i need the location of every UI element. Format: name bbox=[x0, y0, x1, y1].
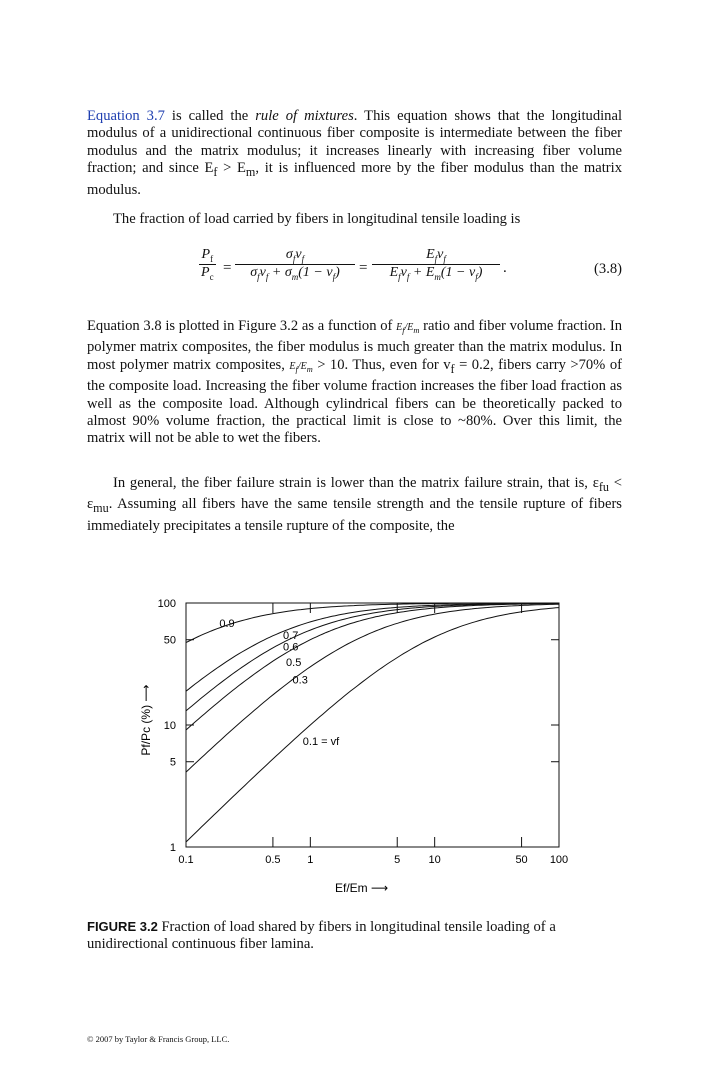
x-tick-label: 0.1 bbox=[178, 854, 194, 866]
y-axis-label: Pf/Pc (%) ⟶ bbox=[139, 684, 153, 756]
curve-label: 0.3 bbox=[292, 674, 308, 687]
copyright-footer: © 2007 by Taylor & Francis Group, LLC. bbox=[87, 1034, 230, 1044]
figure-caption: FIGURE 3.2 Fraction of load shared by fibers in longitudinal tensile loading of a unidirectional continuous fiber lamina. bbox=[87, 919, 556, 953]
curve-label: 0.6 bbox=[283, 641, 299, 654]
x-tick-label: 5 bbox=[394, 854, 401, 866]
y-tick-label: 5 bbox=[169, 756, 176, 769]
curve-vf-0.7 bbox=[186, 603, 559, 691]
curve-label: 0.9 bbox=[219, 617, 235, 630]
equation-number: (3.8) bbox=[594, 261, 622, 277]
paragraph-rule-of-mixtures: Equation 3.7 is called the rule of mixtures. This equation shows that the longitudinal modulus of a unidirectional continuous fiber composite is intermediate between the fiber modulus and the matrix modulus; it increases linearly with increasing fiber volume fraction; and since $E_f > E_m$, it is influenced more by the fiber modulus than the matrix modulus. bbox=[87, 108, 622, 198]
paragraph-load-fraction: The fraction of load carried by fibers in longitudinal tensile loading is bbox=[113, 211, 521, 227]
curve-vf-0.1 bbox=[186, 608, 559, 842]
y-tick-label: 1 bbox=[169, 842, 176, 854]
y-tick-label: 10 bbox=[163, 720, 176, 732]
x-tick-label: 1 bbox=[307, 854, 314, 866]
x-axis-label: Ef/Em ⟶ bbox=[335, 881, 389, 895]
curve-label: 0.5 bbox=[286, 656, 302, 669]
curve-vf-0.6 bbox=[186, 603, 559, 711]
eq-lhs: $\frac{P_f}{P_c}$ bbox=[201, 247, 214, 282]
curve-label: 0.7 bbox=[283, 629, 299, 642]
curve-label: 0.1 = vf bbox=[302, 735, 340, 748]
eq-middle: $\sigma_fv_f$ $\sigma_fv_f + \sigma_m(1 - v_f)$ bbox=[235, 247, 355, 282]
paragraph-failure-strain: In general, the fiber failure strain is lower than the matrix failure strain, that is, $\varepsilon_{fu} < \varepsilon_{mu}$. Assuming all fibers have the same tensile strength and the tensile rupture of fibers immediately precipitates a tensile rupture of the composite, the bbox=[87, 475, 622, 534]
x-tick-label: 50 bbox=[515, 854, 528, 866]
curve-vf-0.9 bbox=[186, 603, 559, 643]
x-tick-label: 100 bbox=[549, 854, 569, 866]
equation-3-8: $\frac{P_f}{P_c}$ = $\sigma_fv_f$ $\sigma_fv_f + \sigma_m(1 - v_f)$ = $E_fv_f$ $E_fv_f + E_m(1 - v_f)$ . (3.8) bbox=[201, 247, 622, 282]
x-tick-label: 10 bbox=[428, 854, 441, 866]
eq-rhs: $E_fv_f$ $E_fv_f + E_m(1 - v_f)$ bbox=[372, 247, 500, 282]
figure-3-2-chart bbox=[0, 590, 705, 910]
curve-vf-0.3 bbox=[186, 604, 559, 772]
paragraph-plot-discussion: Equation 3.8 is plotted in Figure 3.2 as a function of $E_f/E_m$ ratio and fiber volume fraction. In polymer matrix composites, the fiber modulus is much greater than the matrix modulus. In most polymer matrix composites, $E_f/E_m > 10$. Thus, even for $v_f = 0.2$, fibers carry >70% of the composite load. Increasing the fiber volume fraction increases the fiber load fraction as well as the composite load. Although cylindrical fibers can be theoretically packed to almost 90% volume fraction, the practical limit is close to ~80%. Over this limit, the matrix will not be able to wet the fibers. bbox=[87, 318, 622, 447]
equation-link[interactable]: Equation 3.7 bbox=[87, 108, 165, 124]
plot-frame bbox=[186, 603, 559, 847]
x-tick-label: 0.5 bbox=[265, 854, 281, 866]
y-tick-label: 100 bbox=[157, 598, 176, 610]
y-tick-label: 50 bbox=[163, 634, 176, 647]
